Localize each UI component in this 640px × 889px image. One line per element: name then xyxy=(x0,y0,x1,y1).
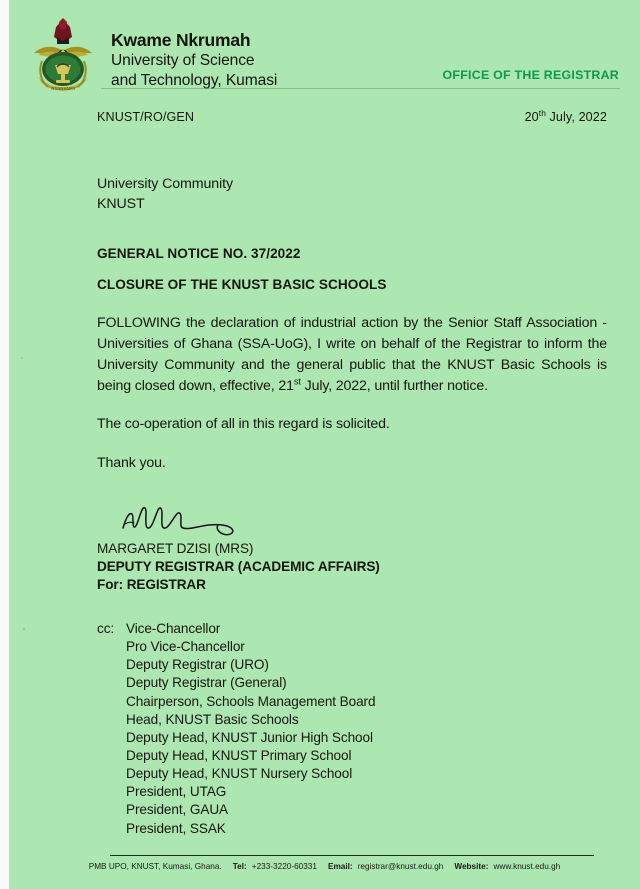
paragraph-1-ordinal: st xyxy=(293,375,301,386)
scan-left-gutter xyxy=(0,0,9,889)
signer-block xyxy=(97,540,607,594)
institution-line-1: Kwame Nkrumah xyxy=(111,30,251,50)
footer-tel-value: +233-3220-60331 xyxy=(251,862,317,871)
list-item: Deputy Registrar (General) xyxy=(126,675,287,691)
letterhead xyxy=(30,14,619,92)
signature-area xyxy=(97,500,607,540)
svg-text:NYANSAPO: NYANSAPO xyxy=(51,86,75,91)
paragraph-1-text-b: July, 2022, until further notice. xyxy=(300,377,488,394)
body-paragraph-2: The co-operation of all in this regard is solicited. xyxy=(97,416,390,433)
footer-contact-line xyxy=(9,862,640,871)
list-item: Deputy Registrar (URO) xyxy=(126,657,269,673)
reference-number: KNUST/RO/GEN xyxy=(97,110,195,124)
footer-divider xyxy=(110,855,594,856)
list-item: Vice-Chancellor xyxy=(126,620,221,636)
cc-recipient-list xyxy=(126,620,607,838)
letter-body xyxy=(97,107,607,838)
signer-title: DEPUTY REGISTRAR (ACADEMIC AFFAIRS) xyxy=(97,558,380,574)
list-item: Pro Vice-Chancellor xyxy=(126,639,245,655)
knust-crest-logo xyxy=(30,17,96,97)
footer-address: PMB UPO, KNUST, Kumasi, Ghana. xyxy=(88,862,222,871)
list-item: President, GAUA xyxy=(126,802,229,818)
list-item: Head, KNUST Basic Schools xyxy=(126,711,299,727)
letter-date xyxy=(524,107,607,124)
cc-block xyxy=(97,620,607,838)
list-item: President, SSAK xyxy=(126,820,226,836)
letter-sheet xyxy=(9,0,640,889)
date-ordinal: th xyxy=(538,107,546,118)
list-item: Deputy Head, KNUST Primary School xyxy=(126,747,352,763)
reference-line xyxy=(97,107,607,132)
body-paragraph-1 xyxy=(97,313,607,396)
signer-for-line: For: REGISTRAR xyxy=(97,576,206,592)
handwritten-signature xyxy=(119,500,269,538)
list-item: Deputy Head, KNUST Junior High School xyxy=(126,729,373,745)
institution-line-2: University of Science xyxy=(111,52,255,70)
notice-subject: CLOSURE OF THE KNUST BASIC SCHOOLS xyxy=(97,277,387,293)
date-day: 20 xyxy=(524,110,539,124)
list-item: Chairperson, Schools Management Board xyxy=(126,693,376,709)
scan-speck xyxy=(23,628,25,630)
footer-tel-label: Tel: xyxy=(232,862,247,871)
list-item: President, UTAG xyxy=(126,784,227,800)
institution-line-3: and Technology, Kumasi xyxy=(111,71,278,89)
institution-name xyxy=(111,29,401,90)
addressee-block xyxy=(97,174,607,214)
cc-label: cc: xyxy=(97,620,115,636)
date-rest: July, 2022 xyxy=(545,110,607,124)
list-item: Deputy Head, KNUST Nursery School xyxy=(126,766,353,782)
footer-website-label: Website: xyxy=(454,862,489,871)
notice-number: GENERAL NOTICE NO. 37/2022 xyxy=(97,246,301,262)
scan-speck xyxy=(21,357,23,359)
body-paragraph-3: Thank you. xyxy=(97,454,166,471)
office-label: OFFICE OF THE REGISTRAR xyxy=(442,68,619,82)
footer-email-value: registrar@knust.edu.gh xyxy=(357,862,444,871)
footer-email-label: Email: xyxy=(327,862,353,871)
addressee-line-1: University Community xyxy=(97,176,233,192)
addressee-line-2: KNUST xyxy=(97,196,145,213)
footer-website-value: www.knust.edu.gh xyxy=(493,862,561,871)
header-divider xyxy=(101,88,620,89)
paragraph-1-text-a: FOLLOWING the declaration of industrial action by the Senior Staff Association - Universities of Ghana (SSA-UoG), I write on behalf of the Registrar to inform the University Community and the general public that the KNUST Basic Schools is being closed down, effective, 21 xyxy=(97,315,607,394)
signer-name: MARGARET DZISI (MRS) xyxy=(97,540,254,556)
